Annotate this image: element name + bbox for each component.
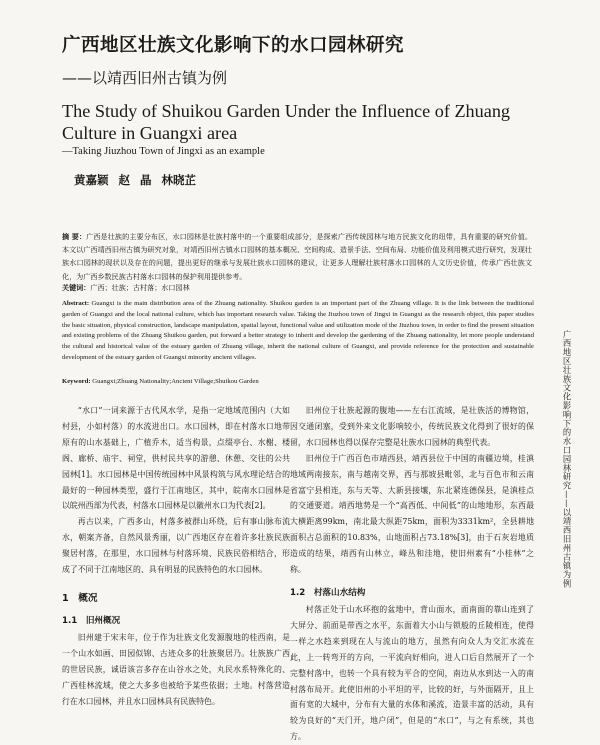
- body-column-right: [290, 403, 534, 745]
- keywords-chinese-text: 广西；壮族；古村落；水口园林: [90, 283, 190, 292]
- running-title-vertical: 广西地区壮族文化影响下的水口园林研究——以靖西旧州古镇为例: [562, 330, 572, 589]
- abstract-chinese-text: 广西是壮族的主要分布区，水口园林是壮族村落中的一个重要组成部分，是探索广西传统园林与地方民族文化的纽带，具有重要的研究价值。本文以广西靖西旧州古镇为研究对象，对靖西旧州古镇水口园林的基本概况、空间构成、造景手法、空间布局、功能价值及利用模式进行研究，发现壮族水口园林的现状以及存在的问题，提出更好的继承与发展壮族水口园林的建议，让更多人理解壮族村落水口园林的人文历史价值，传承广西壮族文化，为广西乡数民族古村落水口园林的保护利用提供参考。: [62, 232, 532, 281]
- paper-title-chinese: 广西地区壮族文化影响下的水口园林研究: [62, 35, 405, 56]
- body-paragraph: 村落正处于山水环抱的盆地中，背山面水，面南面的靠山连到了大屏分、前面是带西之水平，东面着大小山与锁般的丘陵相连，使得一样之水趋来到现在人与流山的地方，虽然有向众人为交汇水流在此，上一转弯开的方向，一平流向好相向，进人口后自然展开了一个完整村落中，也转一个具有较为平合的空间，南边从水到达一入的南村落布局开。此使旧州的小平坦的平，比较的好，与外面隔开，且上面有宽的大城中，分布有大量的水体和溪流，造景丰富的活动，具有较为良好的“天门开，地户闭”，但是的“水口”，与之有系统，其也方。: [290, 604, 534, 742]
- body-paragraph: “水口”一词来源于古代风水学，是指一定地域范围内（大如村县，小如村落）的水流进出口。水口园林，即在村落水口地带原有的山水基础上，广植乔木，适当构景，点缀亭台、水榭、楼阁、廊桥、庙宇、祠堂，供村民共享的游憩、休憩、交往的公共园林[1]。水口园林是中国传统园林中风景构筑与风水理论结合的最好的一种园林类型，盛行于江南地区，其中，皖南水口园林是以皖州西部为代表，村落水口园林是以徽州水口为代表[2]。: [62, 406, 290, 511]
- body-paragraph: 旧州位于壮族起源的腹地——左右江流域，是壮族活的博物馆，因交通闭塞，受到外来文化影响较小，传统民族文化得到了很好的保留，水口园林也得以保存完整是壮族水口园林的典型代表。: [290, 406, 534, 447]
- paper-subtitle-chinese: ——以靖西旧州古镇为例: [62, 69, 228, 87]
- paper-title-english: The Study of Shuikou Garden Under the Influence of Zhuang Culture in Guangxi area: [62, 101, 511, 143]
- subsection-heading-jiuzhou: 1.1 旧州概况: [62, 615, 121, 626]
- paper-subtitle-english: —Taking Jiuzhou Town of Jingxi as an example: [62, 146, 265, 157]
- abstract-english: [62, 299, 534, 364]
- author-list: 黄嘉颖 赵 晶 林晓芷: [74, 173, 197, 187]
- section-heading-overview: 1 概况: [62, 592, 98, 604]
- abstract-english-text: Guangxi is the main distribution area of the Zhuang nationality. Shuikou garden is an important part of the Zhuang village. It is the link between the traditional garden of Guangxi and the local national culture, which has important research value. Taking the Jiuzhou town of Jingxi in Guangxi as the research object, this paper studies the basic situation, physical construction, landscape manipulation, spatial layout, functional value and utilization mode of the Jiuzhou town, in order to find the present situation and existing problems of the Zhuang Shuikou garden, put forward a better strategy to inherit and develop the gardening of the Zhuang nationality, let more people understand the cultural and historical value of the estuary garden of Zhuang village, inherit the national culture of Guangxi, and provide reference for the protection and sustainable development of the estuary garden of Guangxi minority ancient villages.: [62, 300, 535, 361]
- keywords-chinese-label: 关键词：: [62, 283, 91, 292]
- body-paragraph: 旧州位于广西百色市靖西县，靖西县位于中国的南疆边境，桂滇地域两南接东，南与越南交界，西与那坡县毗邻，北与百色市和云南省富宁县相连，东与天等、大新县接壤，东北紧连德保县，是滇桂点的交通要道。靖西地势是一个“高西低、中间低”的山地地形，东西最大横距离99km，南北最大纵距75km，面积为3331km²，全县耕地面积占总面积的10.83%，山地面积占73.18%[3]，由于石灰岩地质造成的结果，靖西有山林立，峰丛和洼地，使旧州素有“小桂林”之称。: [290, 453, 534, 575]
- keywords-chinese: [62, 282, 532, 294]
- subsection-heading-structure: 1.2 村落山水结构: [290, 587, 366, 598]
- body-paragraph: 再古以来，广西多山，村落多被群山环绕，后有事山脉布流水，朝案齐备，自然风景秀丽，以广西地区存在着许多壮族民族聚居村落，在那里，水口园林与村落环境、民族民俗相结合，形成了不同于江南地区的、具有明显的民族特色的水口园林。: [62, 517, 290, 575]
- abstract-chinese: [62, 230, 532, 283]
- keywords-english: [62, 377, 534, 387]
- body-column-left: [62, 403, 290, 710]
- abstract-chinese-label: 摘 要：: [62, 232, 87, 241]
- keywords-english-label: Keyword:: [62, 378, 91, 385]
- abstract-english-label: Abstract:: [62, 300, 90, 307]
- keywords-english-text: Guangxi;Zhuang Nationality;Ancient Village;Shuikou Garden: [92, 378, 259, 385]
- body-paragraph: 旧州建于宋末年，位于作为壮族文化发源腹地的桂西南，是一个山水如画、田园似锦、古迹众多的壮族聚居乃。壮族族广西的世居民族，诚语该言多存在山谷水之处，丸民水系特殊化的、广西桂林流域，使之大多多也被给予某些依据；土地。村落营造行在水口园林，并且水口园林具有民族特色。: [62, 632, 290, 706]
